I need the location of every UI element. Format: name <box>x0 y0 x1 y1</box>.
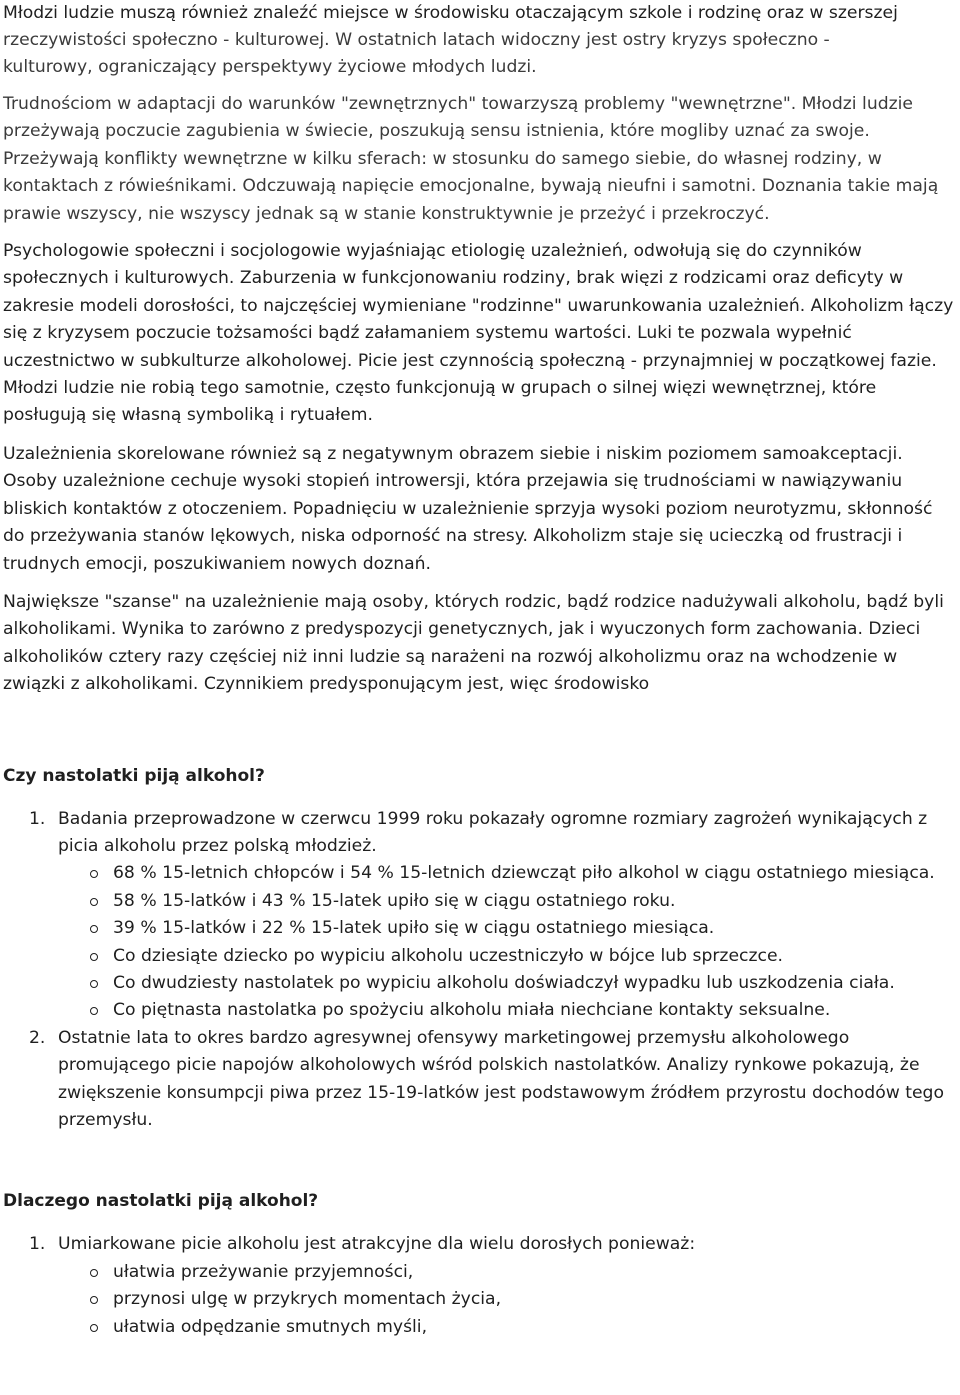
bullet-item <box>3 943 957 970</box>
list-number: 1. <box>29 1234 46 1255</box>
list-item-text: Ostatnie lata to okres bardzo agresywnej ofensywy marketingowej przemysłu alkoholowego promującego picie napojów alkoholowych wśród polskich nastolatków. Analizy rynkowe pokazują, że zwiększenie konsumpcji piwa przez 15-19-latków jest podstawowym źródłem przyrostu dochodów tego przemysłu. <box>58 1027 944 1130</box>
bullet-item <box>3 997 957 1024</box>
list-item-text: Badania przeprowadzone w czerwcu 1999 roku pokazały ogromne rozmiary zagrożeń wynikających z picia alkoholu przez polską młodzież. <box>58 808 928 856</box>
numbered-list-section1-cont <box>3 1025 957 1135</box>
section-heading-why-teens-drink: Dlaczego nastolatki piją alkohol? <box>3 1191 319 1212</box>
bullet-text: ułatwia odpędzanie smutnych myśli, <box>113 1316 428 1337</box>
list-item-text: Umiarkowane picie alkoholu jest atrakcyjne dla wielu dorosłych ponieważ: <box>58 1234 696 1255</box>
circle-bullet-icon <box>90 953 98 961</box>
bullet-text: Co dwudziesty nastolatek po wypiciu alkoholu doświadczył wypadku lub uszkodzenia ciała. <box>113 972 895 993</box>
paragraph-self-image: Uzależnienia skorelowane również są z negatywnym obrazem siebie i niskim poziomem samoakceptacji. Osoby uzależnione cechuje wysoki stopień introwersji, która przejawia się trudnościami w nawiązywaniu bliskich kontaktów z otoczeniem. Popadnięciu w uzależnienie sprzyja wysoki poziom neurotyzmu, skłonność do przeżywania stanów lękowych, niska odporność na stresy. Alkoholizm staje się ucieczką od frustracji i trudnych emocji, poszukiwaniem nowych doznań. <box>3 443 933 574</box>
document-page <box>3 0 957 1341</box>
bullet-text: 39 % 15-latków i 22 % 15-latek upiło się w ciągu ostatniego miesiąca. <box>113 918 715 939</box>
bullet-text: Co dziesiąte dziecko po wypiciu alkoholu uczestniczyło w bójce lub sprzeczce. <box>113 945 783 966</box>
intro-paragraph: Młodzi ludzie muszą również znaleźć miejsce w środowisku otaczającym szkole i rodzinę oraz w szerszej <box>3 3 898 23</box>
circle-bullet-icon <box>90 898 98 906</box>
list-item <box>3 806 957 861</box>
circle-bullet-icon <box>90 870 98 878</box>
bullet-text: 68 % 15-letnich chłopców i 54 % 15-letnich dziewcząt piło alkohol w ciągu ostatniego miesiąca. <box>113 863 935 884</box>
circle-bullet-icon <box>90 1296 98 1304</box>
section-heading-do-teens-drink: Czy nastolatki piją alkohol? <box>3 765 265 786</box>
paragraph-adaptation: Trudnościom w adaptacji do warunków "zewnętrznych" towarzyszą problemy "wewnętrzne". Młodzi ludzie przeżywają poczucie zagubienia w świecie, poszukują sensu istnienia, które mogliby uznać za swoje. Przeżywają konflikty wewnętrzne w kilku sferach: w stosunku do samego siebie, do własnej rodziny, w kontaktach z rówieśnikami. Odczuwają napięcie emocjonalne, bywają nieufni i samotni. Doznania takie mają prawie wszyscy, nie wszyscy jednak są w stanie konstruktywnie je przeżyć i przekroczyć. <box>3 94 939 224</box>
bullet-list-reasons <box>3 1259 957 1341</box>
bullet-list-statistics <box>3 860 957 1024</box>
bullet-text: Co piętnasta nastolatka po spożyciu alkoholu miała niechciane kontakty seksualne. <box>113 1000 831 1021</box>
bullet-item <box>3 1286 957 1313</box>
bullet-item <box>3 1314 957 1341</box>
numbered-list-section2 <box>3 1231 957 1258</box>
bullet-item <box>3 970 957 997</box>
circle-bullet-icon <box>90 1007 98 1015</box>
numbered-list-section1 <box>3 806 957 861</box>
bullet-text: ułatwia przeżywanie przyjemności, <box>113 1261 414 1282</box>
bullet-item <box>3 915 957 942</box>
bullet-text: przynosi ulgę w przykrych momentach życia, <box>113 1289 502 1310</box>
paragraph-etiology: Psychologowie społeczni i socjologowie wyjaśniając etiologię uzależnień, odwołują się do czynników społecznych i kulturowych. Zaburzenia w funkcjonowaniu rodziny, brak więzi z rodzicami oraz deficyty w zakresie modeli dorosłości, to najczęściej wymieniane "rodzinne" uwarunkowania uzależnień. Alkoholizm łączy się z kryzysem poczucie tożsamości bądź załamaniem systemu wartości. Luki te pozwala wypełnić uczestnictwo w subkulturze alkoholowej. Picie jest czynnością społeczną - przynajmniej w początkowej fazie. Młodzi ludzie nie robią tego samotnie, często funkcjonują w grupach o silnej więzi wewnętrznej, które posługują się własną symboliką i rytuałem. <box>3 241 954 426</box>
circle-bullet-icon <box>90 1324 98 1332</box>
circle-bullet-icon <box>90 980 98 988</box>
bullet-item <box>3 860 957 887</box>
bullet-item <box>3 888 957 915</box>
intro-paragraph-line: rzeczywistości społeczno - kulturowej. W ostatnich latach widoczny jest ostry kryzys społeczno - <box>3 30 830 50</box>
list-item <box>3 1231 957 1258</box>
circle-bullet-icon <box>90 1269 98 1277</box>
list-number: 2. <box>29 1027 46 1048</box>
bullet-item <box>3 1259 957 1286</box>
list-item <box>3 1025 957 1135</box>
intro-paragraph-line: kulturowy, ograniczający perspektywy życiowe młodych ludzi. <box>3 57 537 77</box>
bullet-text: 58 % 15-latków i 43 % 15-latek upiło się w ciągu ostatniego roku. <box>113 890 676 911</box>
paragraph-risk-factors: Największe "szanse" na uzależnienie mają osoby, których rodzic, bądź rodzice nadużywali alkoholu, bądź byli alkoholikami. Wynika to zarówno z predyspozycji genetycznych, jak i wyuczonych form zachowania. Dzieci alkoholików cztery razy częściej niż inni ludzie są narażeni na rozwój alkoholizmu oraz na wchodzenie w związki z alkoholikami. Czynnikiem predysponującym jest, więc środowisko <box>3 591 944 695</box>
list-number: 1. <box>29 808 46 829</box>
circle-bullet-icon <box>90 925 98 933</box>
